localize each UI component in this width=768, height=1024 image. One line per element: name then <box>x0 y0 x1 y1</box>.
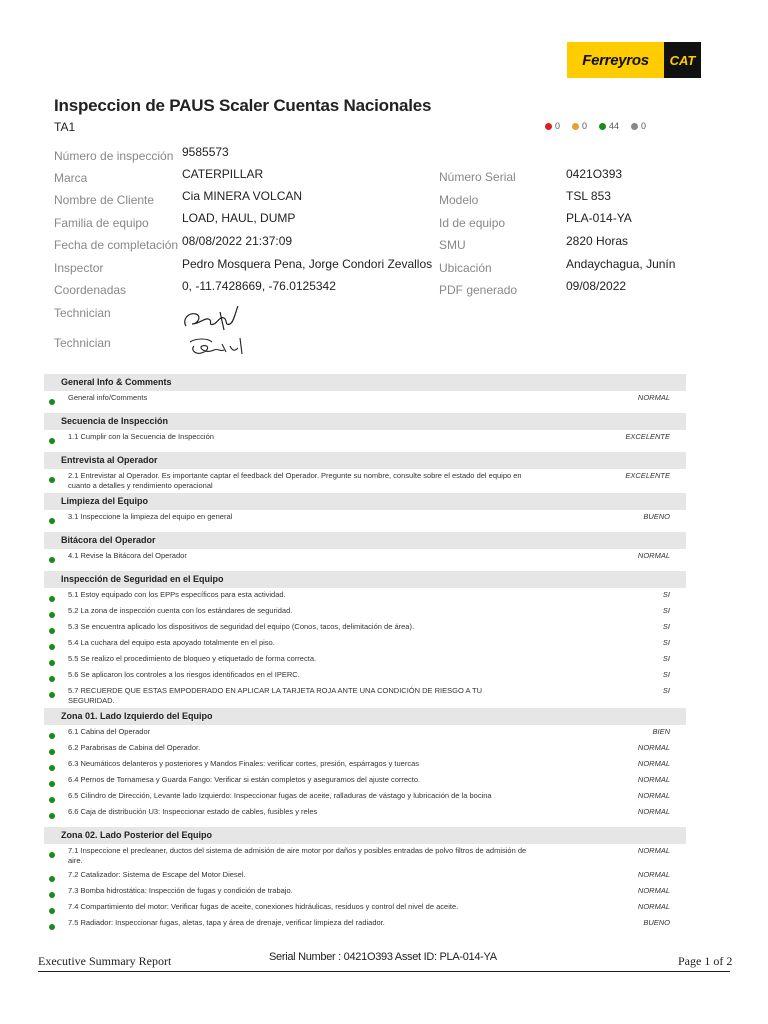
checklist-item <box>44 805 686 821</box>
item-text: 6.3 Neumáticos delanteros y posteriores y Mandos Finales: verificar cortes, presión, espárragos y tuercas <box>68 759 419 768</box>
item-result: NORMAL <box>637 870 670 879</box>
item-result: EXCELENTE <box>625 432 670 441</box>
item-result: NORMAL <box>637 743 670 752</box>
smu-value: 2820 Horas <box>566 234 629 248</box>
green-status-dot-icon <box>49 852 55 858</box>
green-status-dot-icon <box>49 676 55 682</box>
checklist-item <box>44 549 686 565</box>
item-result: EXCELENTE <box>625 471 670 480</box>
section-header: Zona 01. Lado Izquierdo del Equipo <box>44 708 686 725</box>
item-text: 4.1 Revise la Bitácora del Operador <box>68 551 187 560</box>
section-header: Entrevista al Operador <box>44 452 686 469</box>
technician-label-1: Technician <box>54 306 111 320</box>
green-status-dot-icon <box>49 876 55 882</box>
checklist-item <box>44 620 686 636</box>
equipment-family-value: LOAD, HAUL, DUMP <box>182 211 296 225</box>
footer-serial-asset: Serial Number : 0421O393 Asset ID: PLA-014-YA <box>269 951 497 963</box>
ferreyros-cat-logo <box>567 42 701 78</box>
item-result: NORMAL <box>637 775 670 784</box>
green-status-dot-icon <box>49 438 55 444</box>
pdf-generated-label: PDF generado <box>439 283 518 297</box>
item-result: NORMAL <box>637 551 670 560</box>
item-text: 5.7 RECUERDE QUE ESTAS EMPODERADO EN APLICAR LA TARJETA ROJA ANTE UNA CONDICIÓN DE RIESGO A TU SEGURIDAD. <box>68 686 482 705</box>
checklist-item <box>44 844 686 868</box>
location-value: Andaychagua, Junín <box>566 257 676 271</box>
green-status-dot-icon <box>49 596 55 602</box>
item-text: 7.3 Bomba hidrostática: Inspección de fugas y condición de trabajo. <box>68 886 293 895</box>
item-result: BIEN <box>652 727 670 736</box>
location-label: Ubicación <box>439 261 492 275</box>
smu-label: SMU <box>439 238 466 252</box>
model-value: TSL 853 <box>566 189 611 203</box>
item-result: SI <box>662 606 670 615</box>
item-text: 1.1 Cumplir con la Secuencia de Inspección <box>68 432 214 441</box>
item-text: 3.1 Inspeccione la limpieza del equipo en general <box>68 512 233 521</box>
checklist-item <box>44 868 686 884</box>
item-result: SI <box>662 638 670 647</box>
checklist-item <box>44 668 686 684</box>
green-status-dot-icon <box>49 399 55 405</box>
item-result: NORMAL <box>637 886 670 895</box>
item-result: SI <box>662 622 670 631</box>
green-status-dot-icon <box>49 628 55 634</box>
client-name-label: Nombre de Cliente <box>54 193 155 207</box>
item-result: SI <box>662 654 670 663</box>
item-text: 7.5 Radiador: Inspeccionar fugas, aletas, tapa y área de drenaje, verificar limpieza del radiador. <box>68 918 385 927</box>
item-text: 7.1 Inspeccione el precleaner, ductos del sistema de admisión de aire motor por daños y posibles entradas de polvo filtros de admisión de aire. <box>68 846 527 865</box>
item-text: 5.2 La zona de inspección cuenta con los estándares de seguridad. <box>68 606 293 615</box>
checklist-item <box>44 741 686 757</box>
coordinates-value: 0, -11.7428669, -76.0125342 <box>182 279 336 293</box>
equipment-id-value: PLA-014-YA <box>566 211 632 225</box>
item-text: 6.5 Cilindro de Dirección, Levante lado Izquierdo: Inspeccionar fugas de aceite, ralladuras de vástago y lubricación de la bocina <box>68 791 492 800</box>
counter-red-value: 0 <box>555 121 561 131</box>
checklist-item <box>44 884 686 900</box>
equipment-id-label: Id de equipo <box>439 216 506 230</box>
completion-date-value: 08/08/2022 21:37:09 <box>182 234 293 248</box>
checklist-item <box>44 510 686 526</box>
technician-signature-1 <box>180 302 244 334</box>
report-title: Inspeccion de PAUS Scaler Cuentas Nacionales <box>54 96 432 115</box>
item-text: 5.4 La cuchara del equipo esta apoyado totalmente en el piso. <box>68 638 275 647</box>
section-header: Bitácora del Operador <box>44 532 686 549</box>
green-status-dot-icon <box>49 892 55 898</box>
green-status-dot-icon <box>49 660 55 666</box>
checklist-item <box>44 916 686 932</box>
counter-red <box>545 121 560 131</box>
section-header: General Info & Comments <box>44 374 686 391</box>
item-text: 7.2 Catalizador: Sistema de Escape del Motor Diesel. <box>68 870 246 879</box>
item-text: 5.6 Se aplicaron los controles a los riesgos identificados en el IPERC. <box>68 670 300 679</box>
completion-date-label: Fecha de completación <box>54 238 179 252</box>
inspection-number-value: 9585573 <box>182 145 229 159</box>
green-status-dot-icon <box>49 781 55 787</box>
brand-value: CATERPILLAR <box>182 167 264 181</box>
checklist-item <box>44 430 686 446</box>
item-text: 5.5 Se realizo el procedimiento de bloqueo y etiquetado de forma correcta. <box>68 654 317 663</box>
green-status-dot-icon <box>49 924 55 930</box>
checklist-item <box>44 789 686 805</box>
client-name-value: Cia MINERA VOLCAN <box>182 189 303 203</box>
checklist-item <box>44 636 686 652</box>
green-status-dot-icon <box>49 813 55 819</box>
green-status-dot-icon <box>49 557 55 563</box>
technician-label-2: Technician <box>54 336 111 350</box>
checklist-item <box>44 604 686 620</box>
checklist-item <box>44 757 686 773</box>
serial-number-label: Número Serial <box>439 170 516 184</box>
inspector-value: Pedro Mosquera Pena, Jorge Condori Zevallos <box>182 257 433 271</box>
technician-signature-2 <box>186 332 246 360</box>
footer-page-number: Page 1 of 2 <box>678 954 733 968</box>
pdf-generated-value: 09/08/2022 <box>566 279 627 293</box>
green-status-dot-icon <box>49 644 55 650</box>
orange-dot-icon <box>572 123 579 130</box>
item-result: BUENO <box>643 512 670 521</box>
footer-divider <box>38 971 730 972</box>
green-status-dot-icon <box>49 908 55 914</box>
green-status-dot-icon <box>49 765 55 771</box>
inspection-number-label: Número de inspección <box>54 149 174 163</box>
item-text: 5.3 Se encuentra aplicado los dispositivos de seguridad del equipo (Conos, tacos, delimitación de área). <box>68 622 415 631</box>
item-text: 6.1 Cabina del Operador <box>68 727 151 736</box>
item-text: 5.1 Estoy equipado con los EPPs específicos para esta actividad. <box>68 590 286 599</box>
green-status-dot-icon <box>49 797 55 803</box>
green-status-dot-icon <box>49 518 55 524</box>
section-header: Secuencia de Inspección <box>44 413 686 430</box>
counter-gray <box>631 121 646 131</box>
checklist-item <box>44 588 686 604</box>
counter-orange <box>572 121 587 131</box>
gray-dot-icon <box>631 123 638 130</box>
item-text: 6.6 Caja de distribución U3: Inspeccionar estado de cables, fusibles y reles <box>68 807 318 816</box>
item-result: NORMAL <box>637 759 670 768</box>
checklist-item <box>44 684 686 708</box>
red-dot-icon <box>545 123 552 130</box>
item-result: NORMAL <box>637 846 670 855</box>
inspection-checklist <box>44 374 686 932</box>
green-status-dot-icon <box>49 692 55 698</box>
item-text: General info/Comments <box>68 393 148 402</box>
item-text: 7.4 Compartimiento del motor: Verificar fugas de aceite, conexiones hidráulicas, residuos y control del nivel de aceite. <box>68 902 459 911</box>
counter-gray-value: 0 <box>641 121 647 131</box>
item-result: NORMAL <box>637 807 670 816</box>
item-result: NORMAL <box>637 393 670 402</box>
coordinates-label: Coordenadas <box>54 283 127 297</box>
status-counters <box>545 121 658 131</box>
counter-green <box>599 121 619 131</box>
item-result: SI <box>662 590 670 599</box>
report-subtitle: TA1 <box>54 120 76 134</box>
green-status-dot-icon <box>49 733 55 739</box>
item-text: 2.1 Entrevistar al Operador. Es importante captar el feedback del Operador. Pregunte su nombre, consulte sobre el estado del equipo en cuanto a detalles y rendimiento operacional <box>68 471 522 490</box>
item-text: 6.4 Pernos de Tornamesa y Guarda Fango: Verificar si están completos y aseguramos del ajuste correcto. <box>68 775 421 784</box>
item-result: SI <box>662 686 670 695</box>
equipment-family-label: Familia de equipo <box>54 216 149 230</box>
checklist-item <box>44 900 686 916</box>
green-status-dot-icon <box>49 477 55 483</box>
green-status-dot-icon <box>49 749 55 755</box>
section-header: Inspección de Seguridad en el Equipo <box>44 571 686 588</box>
item-result: NORMAL <box>637 791 670 800</box>
green-status-dot-icon <box>49 612 55 618</box>
brand-label: Marca <box>54 171 88 185</box>
item-text: 6.2 Parabrisas de Cabina del Operador. <box>68 743 201 752</box>
checklist-item <box>44 652 686 668</box>
section-header: Limpieza del Equipo <box>44 493 686 510</box>
counter-orange-value: 0 <box>582 121 588 131</box>
item-result: NORMAL <box>637 902 670 911</box>
model-label: Modelo <box>439 193 479 207</box>
counter-green-value: 44 <box>609 121 620 131</box>
checklist-item <box>44 725 686 741</box>
section-header: Zona 02. Lado Posterior del Equipo <box>44 827 686 844</box>
inspector-label: Inspector <box>54 261 104 275</box>
logo-cat: CAT <box>664 42 701 78</box>
logo-brand: Ferreyros <box>567 42 664 78</box>
checklist-item <box>44 773 686 789</box>
green-dot-icon <box>599 123 606 130</box>
item-result: BUENO <box>643 918 670 927</box>
checklist-item <box>44 391 686 407</box>
serial-number-value: 0421O393 <box>566 167 623 181</box>
checklist-item <box>44 469 686 493</box>
footer-report-name: Executive Summary Report <box>38 954 172 968</box>
item-result: SI <box>662 670 670 679</box>
